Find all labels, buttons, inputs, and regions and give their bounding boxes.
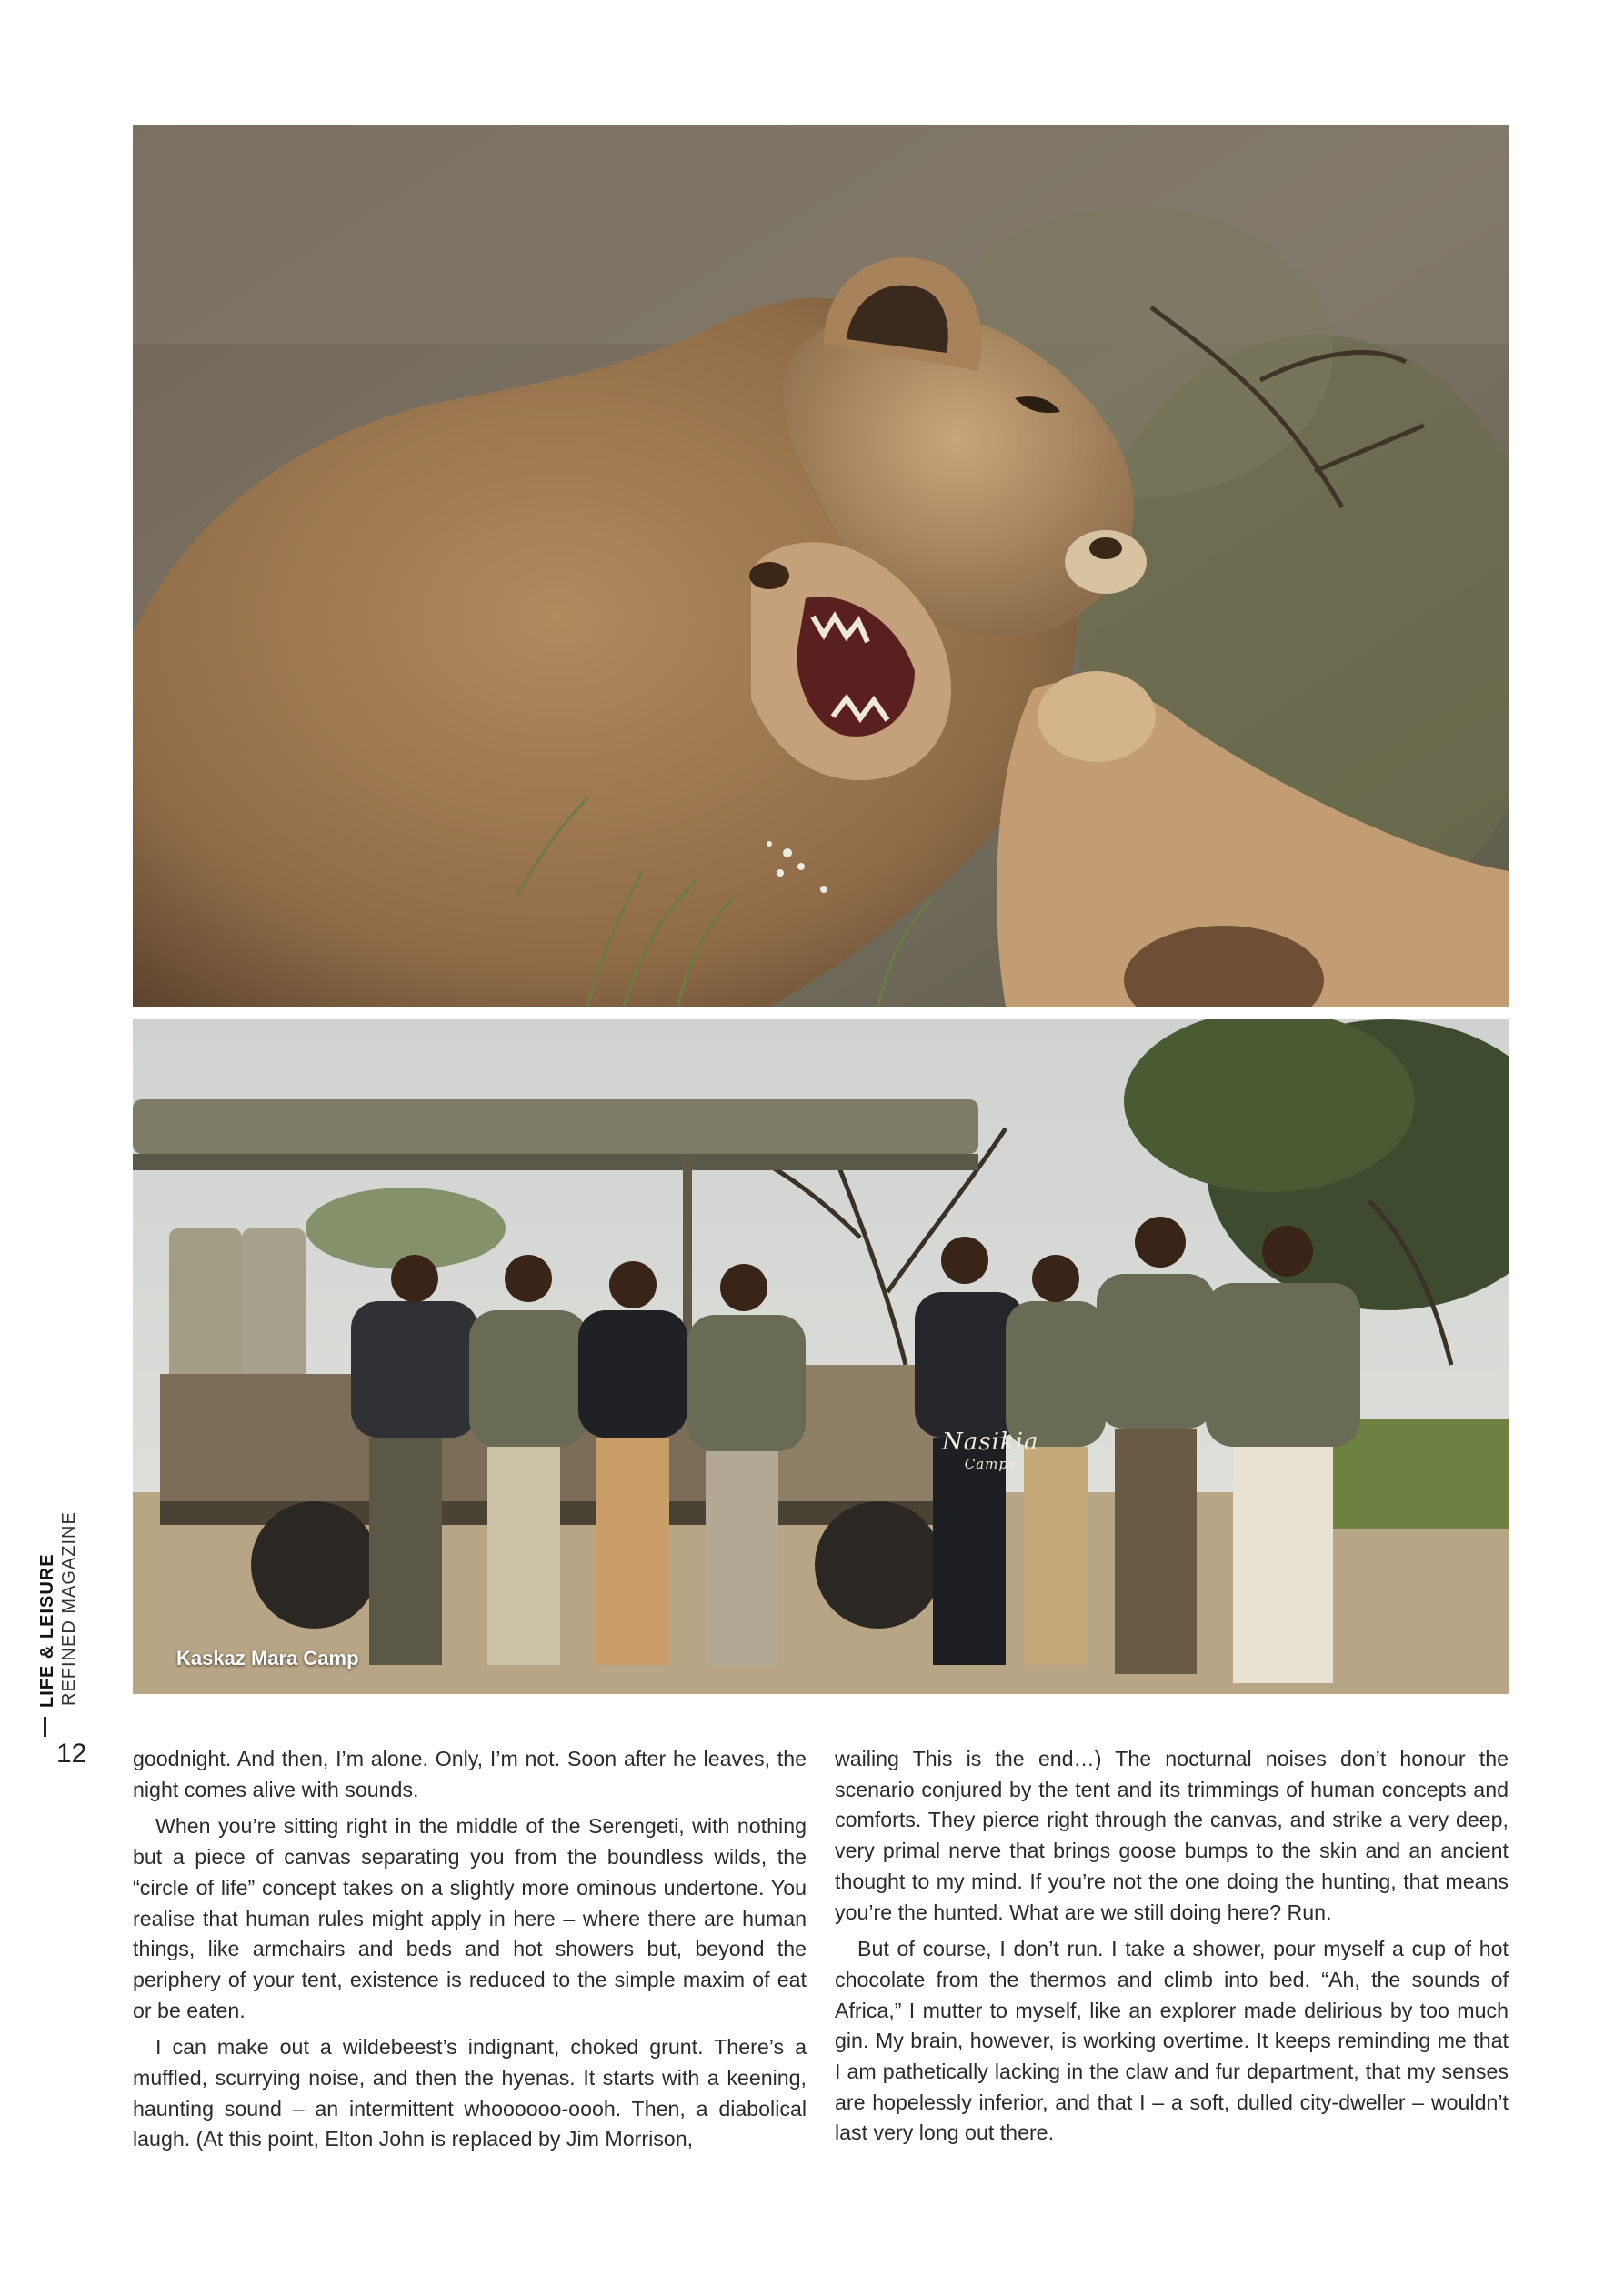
side-rule-divider [44, 1717, 46, 1737]
vehicle-sign [942, 1430, 1038, 1471]
page-number: 12 [56, 1739, 87, 1769]
vehicle-sign-sub: Camps [964, 1456, 1017, 1472]
section-name: LIFE & LEISURE [37, 1553, 57, 1708]
paragraph: wailing This is the end…) The nocturnal noises don’t honour the scenario conjured by the tent and its trimmings of human concepts and comforts. They pierce right through the canvas, and strike a very deep, very primal nerve that brings goose bumps to the skin and an ancient thought to my mind. If you’re not the one doing the hunting, that means you’re the hunted. What are we still doing here? Run. [835, 1747, 1509, 1924]
article-column-left [133, 1744, 807, 2161]
paragraph: I can make out a wildebeest’s indignant, choked grunt. There’s a muffled, scurrying noise, and then the hyenas. It starts with a keening, haunting sound – an intermittent whoooooo-oooh. Then, a diabolical laugh. (At this point, Elton John is replaced by Jim Morrison, [133, 2035, 807, 2151]
camp-team-illustration [133, 1019, 1509, 1694]
lioness-illustration [133, 125, 1509, 1007]
vehicle-sign-name: Nasikia [942, 1429, 1039, 1456]
magazine-name: REFINED MAGAZINE [59, 1511, 79, 1706]
photo-caption: Kaskaz Mara Camp [176, 1647, 359, 1669]
paragraph: goodnight. And then, I’m alone. Only, I’m not. Soon after he leaves, the night comes alive with sounds. [133, 1747, 807, 1801]
paragraph: When you’re sitting right in the middle of the Serengeti, with nothing but a piece of canvas separating you from the boundless wilds, the “circle of life” concept takes on a slightly more ominous undertone. You realise that human rules might apply in here – where there are human things, like armchairs and beds and hot showers but, beyond the periphery of your tent, existence is reduced to the simple maxim of eat or be eaten. [133, 1814, 807, 2022]
camp-team-photo [133, 1019, 1509, 1694]
section-side-label [36, 1511, 80, 1708]
paragraph: But of course, I don’t run. I take a shower, pour myself a cup of hot chocolate from the thermos and climb into bed. “Ah, the sounds of Africa,” I mutter to myself, like an explorer made delirious by too much gin. My brain, however, is working overtime. It keeps reminding me that I am pathetically lacking in the claw and fur department, that my senses are hopelessly inferior, and that I – a soft, dulled city-dweller – wouldn’t last very long out there. [835, 1937, 1509, 2145]
lioness-photo [133, 125, 1509, 1007]
article-column-right [835, 1744, 1509, 2155]
